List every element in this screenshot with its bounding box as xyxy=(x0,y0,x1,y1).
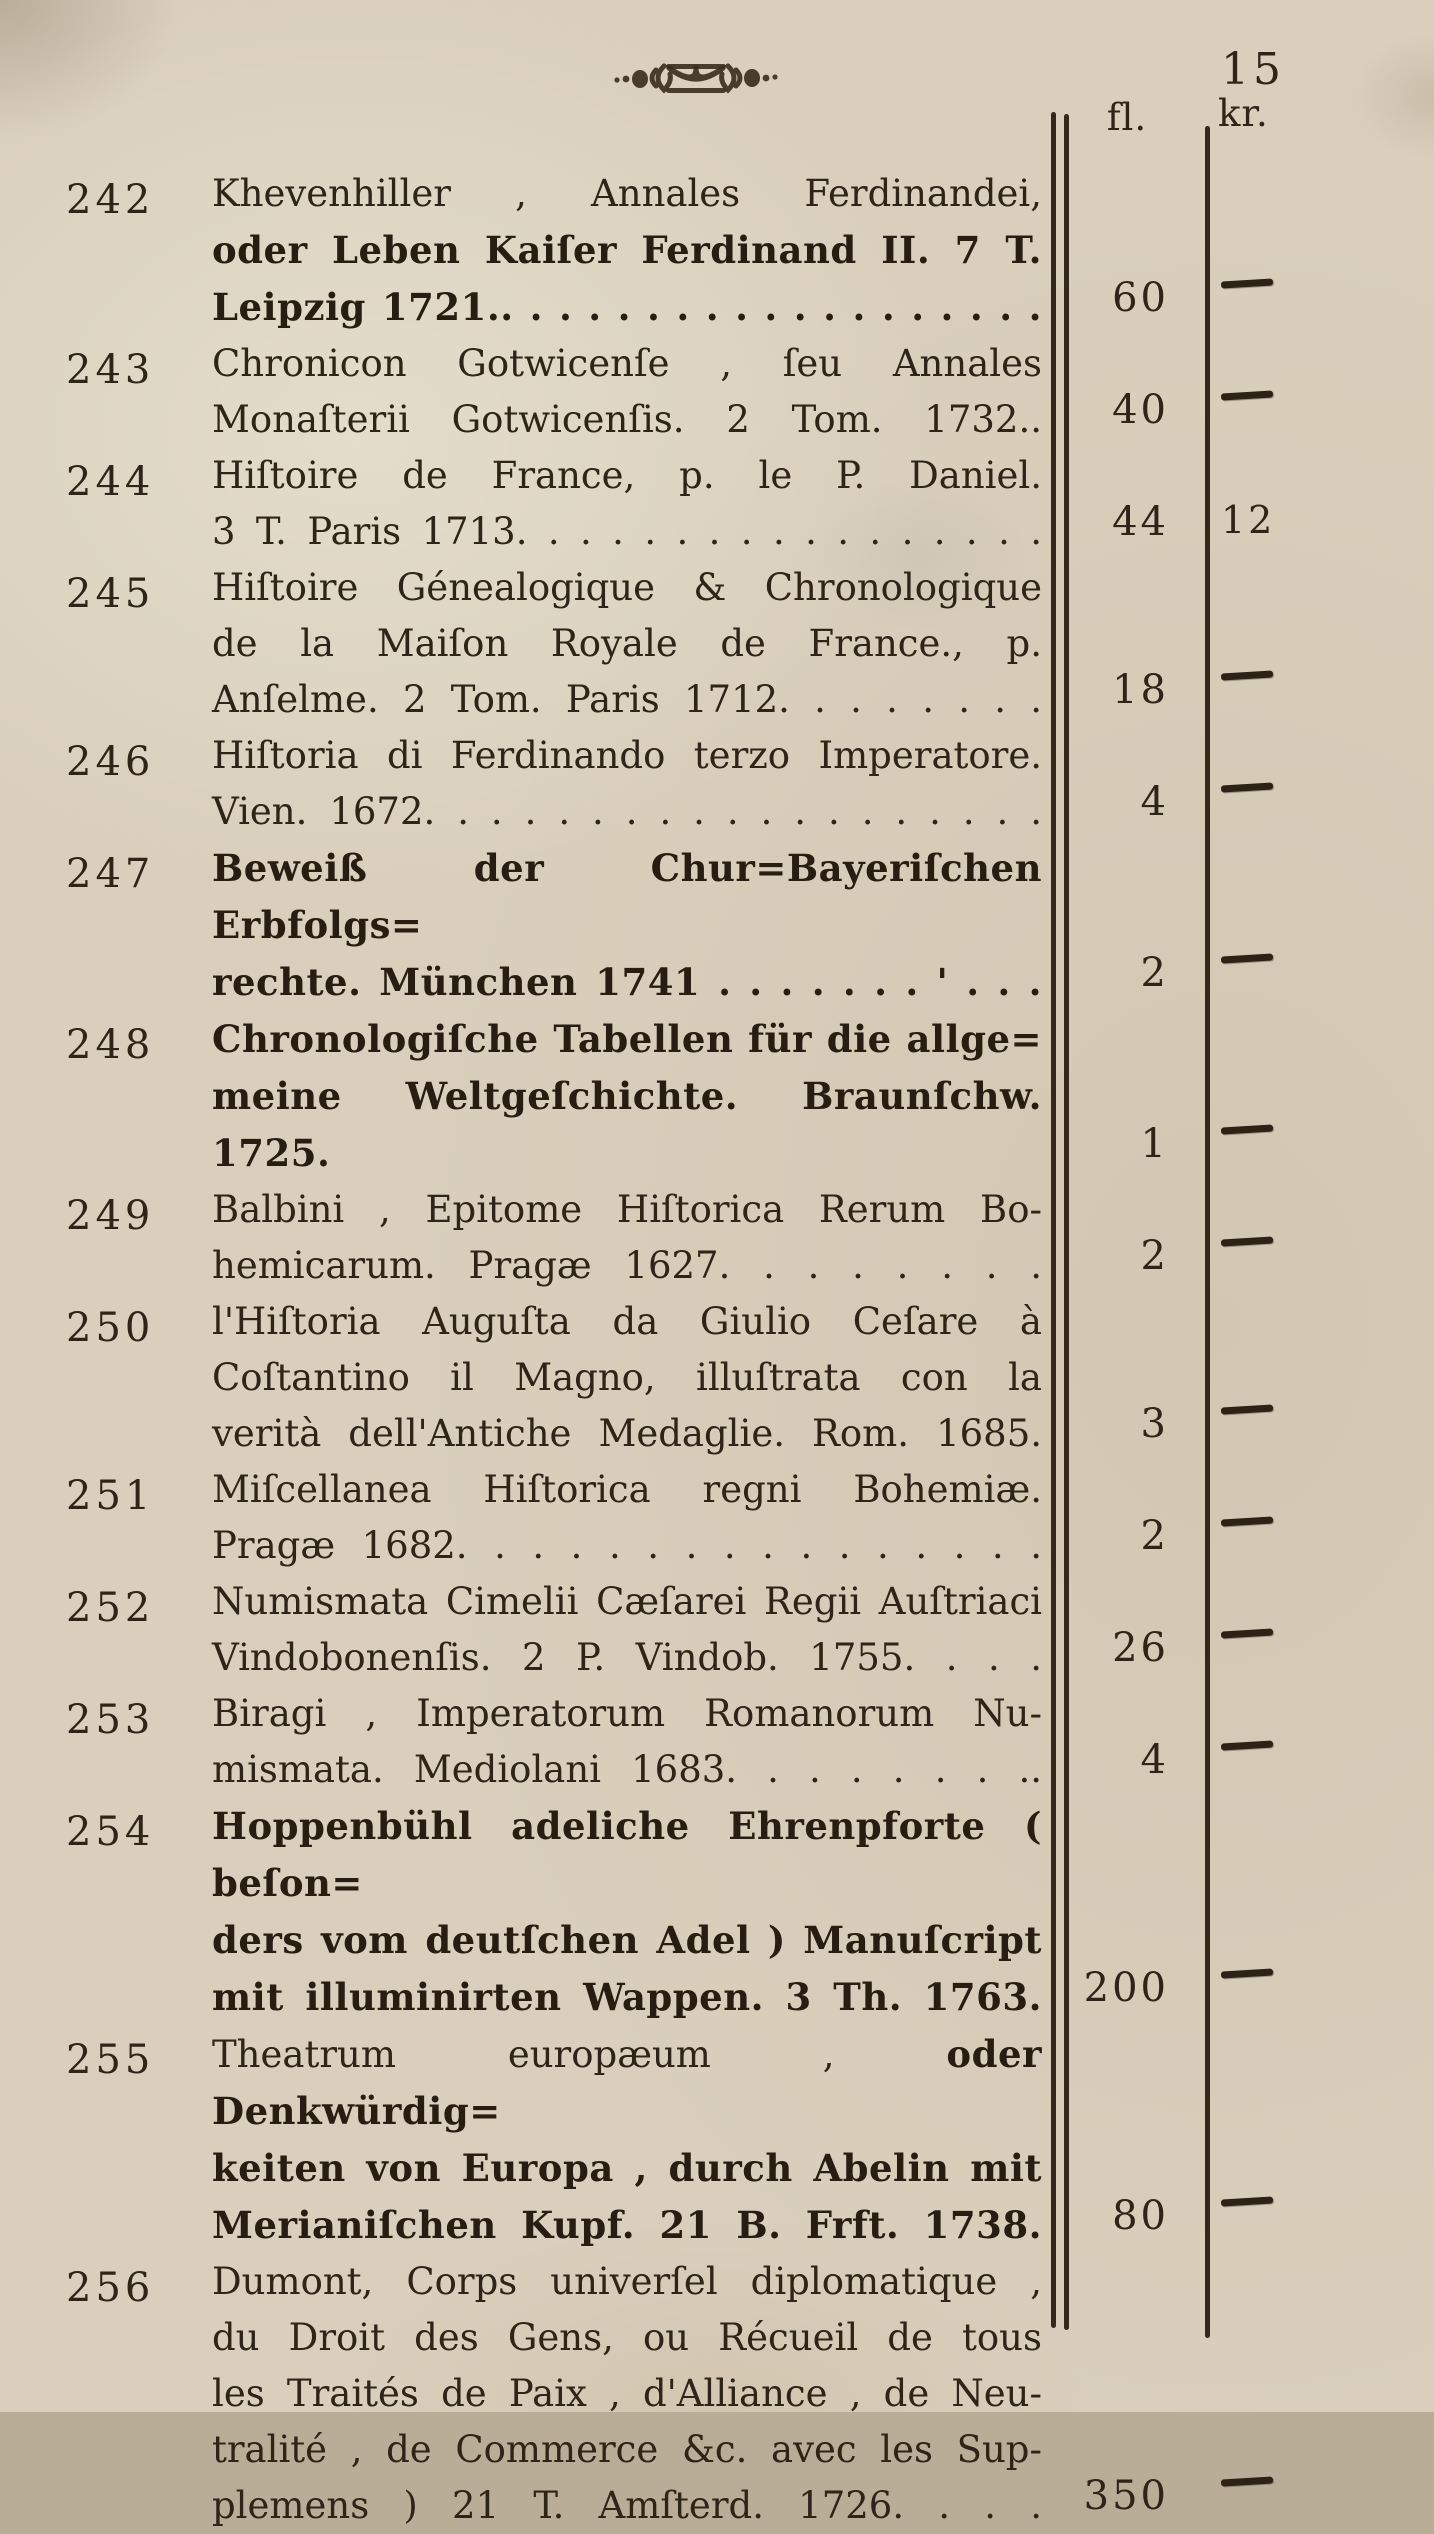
entry-text-line: Hiſtoire Génealogique & Chronologique xyxy=(212,566,1042,609)
entry-price-fl: 1 xyxy=(1140,1121,1169,1167)
entry-text-line: Monaſterii Gotwicenſis. 2 Tom. 1732.. xyxy=(212,398,1042,441)
entry-text-line: Merianiſchen Kupf. 21 B. Frft. 1738. xyxy=(212,2203,1042,2247)
entry-text-line: Miſcellanea Hiſtorica regni Bohemiæ. xyxy=(212,1468,1042,1511)
entry-text-line: Beweiß der Chur=Bayeriſchen Erbfolgs= xyxy=(212,846,1042,947)
catalog-entry xyxy=(60,1574,1434,1686)
kr-dash-mark xyxy=(1221,278,1273,288)
entry-number: 248 xyxy=(66,1022,155,1068)
entry-text xyxy=(202,1574,1042,1686)
entry-text-line: 3 T. Paris 1713. . . . . . . . . . . . . . . . . xyxy=(212,510,1042,553)
entry-text-line: Khevenhiller , Annales Ferdinandei, xyxy=(212,172,1042,215)
entry-price-kr xyxy=(1195,1114,1434,1182)
entry-text-line: Numismata Cimelii Cæſarei Regii Auſtriaci xyxy=(212,1580,1042,1623)
entry-text-line: ders vom deutſchen Adel ) Manuſcript xyxy=(212,1918,1042,1962)
entry-number: 249 xyxy=(66,1193,155,1239)
kr-dash-mark xyxy=(1221,782,1273,792)
catalog-entry xyxy=(60,2026,1434,2254)
entry-text-line: hemicarum. Pragæ 1627. . . . . . . . xyxy=(212,1244,1042,1287)
entry-text-line: Hiſtoria di Ferdinando terzo Imperatore. xyxy=(212,734,1042,777)
entry-price-kr xyxy=(1195,1226,1434,1294)
entry-price-fl: 3 xyxy=(1140,1401,1169,1447)
entry-text xyxy=(202,1462,1042,1574)
catalog-entry xyxy=(60,1462,1434,1574)
catalog-entry xyxy=(60,2254,1434,2534)
catalog-entry xyxy=(60,166,1434,336)
entry-number: 253 xyxy=(66,1697,155,1743)
entry-price-fl: 26 xyxy=(1112,1625,1169,1671)
entry-number: 243 xyxy=(66,347,155,393)
catalog-entry xyxy=(60,1686,1434,1798)
catalog-entry xyxy=(60,1011,1434,1182)
entry-text xyxy=(202,1294,1042,1462)
printers-ornament-icon xyxy=(612,52,780,104)
kr-dash-mark xyxy=(1221,390,1273,400)
entry-text-line: de la Maiſon Royale de France., p. xyxy=(212,622,1042,665)
entry-price-fl: 18 xyxy=(1112,667,1169,713)
entry-price-kr xyxy=(1195,1730,1434,1798)
entry-text xyxy=(202,2254,1042,2534)
kr-dash-mark xyxy=(1221,1236,1273,1246)
entry-text-line: tralité , de Commerce &c. avec les Sup- xyxy=(212,2428,1042,2471)
entry-price-kr xyxy=(1195,772,1434,840)
entry-price-kr xyxy=(1195,943,1434,1011)
entry-text-line: Hiſtoire de France, p. le P. Daniel. xyxy=(212,454,1042,497)
entry-text-line: mit illuminirten Wappen. 3 Th. 1763. xyxy=(212,1975,1042,2019)
entry-text xyxy=(202,1182,1042,1294)
entry-text-line: Vien. 1672. . . . . . . . . . . . . . . . . . . xyxy=(212,790,1042,833)
entry-text-line: Theatrum europæum , oder Denkwürdig= xyxy=(212,2032,1042,2133)
entry-text xyxy=(202,840,1042,1011)
entry-text xyxy=(202,166,1042,336)
entry-text-line: Pragæ 1682. . . . . . . . . . . . . . . . xyxy=(212,1524,1042,1567)
entry-list xyxy=(60,166,1434,2534)
kr-dash-mark xyxy=(1221,2196,1273,2206)
entry-text-line: Vindobonenſis. 2 P. Vindob. 1755. . . . xyxy=(212,1636,1042,1679)
kr-dash-mark xyxy=(1221,1628,1273,1638)
entry-text xyxy=(202,728,1042,840)
catalog-entry xyxy=(60,1798,1434,2026)
entry-text xyxy=(202,336,1042,448)
column-header-fl: fl. xyxy=(1106,96,1148,139)
kr-dash-mark xyxy=(1221,1968,1273,1978)
entry-text-line: Anſelme. 2 Tom. Paris 1712. . . . . . . . xyxy=(212,678,1042,721)
entry-number: 255 xyxy=(66,2037,155,2083)
entry-price-kr xyxy=(1195,1958,1434,2026)
kr-dash-mark xyxy=(1221,1404,1273,1414)
catalog-entry xyxy=(60,1294,1434,1462)
entry-price-fl: 80 xyxy=(1112,2193,1169,2239)
entry-number: 251 xyxy=(66,1473,155,1519)
kr-dash-mark xyxy=(1221,2476,1273,2486)
entry-price-kr xyxy=(1195,268,1434,336)
entry-text-line: du Droit des Gens, ou Récueil de tous xyxy=(212,2316,1042,2359)
entry-text-line: meine Weltgeſchichte. Braunſchw. 1725. xyxy=(212,1074,1042,1175)
entry-number: 244 xyxy=(66,459,155,505)
catalog-entry xyxy=(60,1182,1434,1294)
entry-text xyxy=(202,1798,1042,2026)
entry-text-line: l'Hiſtoria Auguſta da Giulio Ceſare à xyxy=(212,1300,1042,1343)
entry-number: 246 xyxy=(66,739,155,785)
entry-price-kr xyxy=(1195,1506,1434,1574)
entry-number: 254 xyxy=(66,1809,155,1855)
entry-price-kr xyxy=(1195,380,1434,448)
catalog-entry xyxy=(60,560,1434,728)
entry-text-line: mismata. Mediolani 1683. . . . . . . .. xyxy=(212,1748,1042,1791)
kr-dash-mark xyxy=(1221,1516,1273,1526)
catalog-entry xyxy=(60,336,1434,448)
entry-price-fl: 40 xyxy=(1112,387,1169,433)
entry-text-line: keiten von Europa , durch Abelin mit xyxy=(212,2146,1042,2190)
entry-number: 250 xyxy=(66,1305,155,1351)
entry-text-line: Hoppenbühl adeliche Ehrenpforte ( beſon= xyxy=(212,1804,1042,1905)
entry-text-line: Chronicon Gotwicenſe , ſeu Annales xyxy=(212,342,1042,385)
entry-price-fl: 2 xyxy=(1140,1513,1169,1559)
entry-price-fl: 2 xyxy=(1140,950,1169,996)
entry-price-fl: 44 xyxy=(1112,499,1169,545)
entry-price-fl: 350 xyxy=(1083,2473,1169,2519)
entry-text xyxy=(202,1686,1042,1798)
entry-text-line: les Traités de Paix , d'Alliance , de Neu- xyxy=(212,2372,1042,2415)
catalog-entry xyxy=(60,728,1434,840)
kr-dash-mark xyxy=(1221,953,1273,963)
entry-price-fl: 4 xyxy=(1140,779,1169,825)
kr-dash-mark xyxy=(1221,1740,1273,1750)
entry-number: 247 xyxy=(66,851,155,897)
entry-number: 252 xyxy=(66,1585,155,1631)
entry-text-line: oder Leben Kaiſer Ferdinand II. 7 T. xyxy=(212,228,1042,272)
entry-text-line: verità dell'Antiche Medaglie. Rom. 1685. xyxy=(212,1412,1042,1455)
catalog-entry xyxy=(60,840,1434,1011)
kr-dash-mark xyxy=(1221,1124,1273,1134)
entry-price-kr xyxy=(1195,2186,1434,2254)
entry-number: 256 xyxy=(66,2265,155,2311)
entry-price-fl: 60 xyxy=(1112,275,1169,321)
entry-text-line: rechte. München 1741 . . . . . . . ' . . . xyxy=(212,960,1042,1004)
entry-price-kr xyxy=(1195,1394,1434,1462)
entry-text xyxy=(202,2026,1042,2254)
entry-text xyxy=(202,1011,1042,1182)
entry-number: 242 xyxy=(66,177,155,223)
entry-text-line: Dumont, Corps univerſel diplomatique , xyxy=(212,2260,1042,2303)
entry-text-line: Coſtantino il Magno, illuſtrata con la xyxy=(212,1356,1042,1399)
entry-text-line: Biragi , Imperatorum Romanorum Nu- xyxy=(212,1692,1042,1735)
entry-text-line: Chronologiſche Tabellen für die allge= xyxy=(212,1017,1042,1061)
entry-text xyxy=(202,448,1042,560)
entry-price-kr: 12 xyxy=(1221,498,1276,542)
entry-text-line: Leipzig 1721.. . . . . . . . . . . . . . . . . . . xyxy=(212,285,1042,329)
entry-text-line: plemens ) 21 T. Amſterd. 1726. . . . xyxy=(212,2484,1042,2527)
entry-price-fl: 200 xyxy=(1083,1965,1169,2011)
kr-dash-mark xyxy=(1221,670,1273,680)
column-header-kr: kr. xyxy=(1218,92,1269,135)
entry-price-kr xyxy=(1195,2466,1434,2534)
page-number: 15 xyxy=(1221,44,1285,95)
entry-text xyxy=(202,560,1042,728)
entry-price-fl: 2 xyxy=(1140,1233,1169,1279)
entry-price-fl: 4 xyxy=(1140,1737,1169,1783)
catalog-entry xyxy=(60,448,1434,560)
entry-number: 245 xyxy=(66,571,155,617)
entry-price-kr xyxy=(1195,660,1434,728)
entry-price-kr xyxy=(1195,1618,1434,1686)
entry-text-line: Balbini , Epitome Hiſtorica Rerum Bo- xyxy=(212,1188,1042,1231)
